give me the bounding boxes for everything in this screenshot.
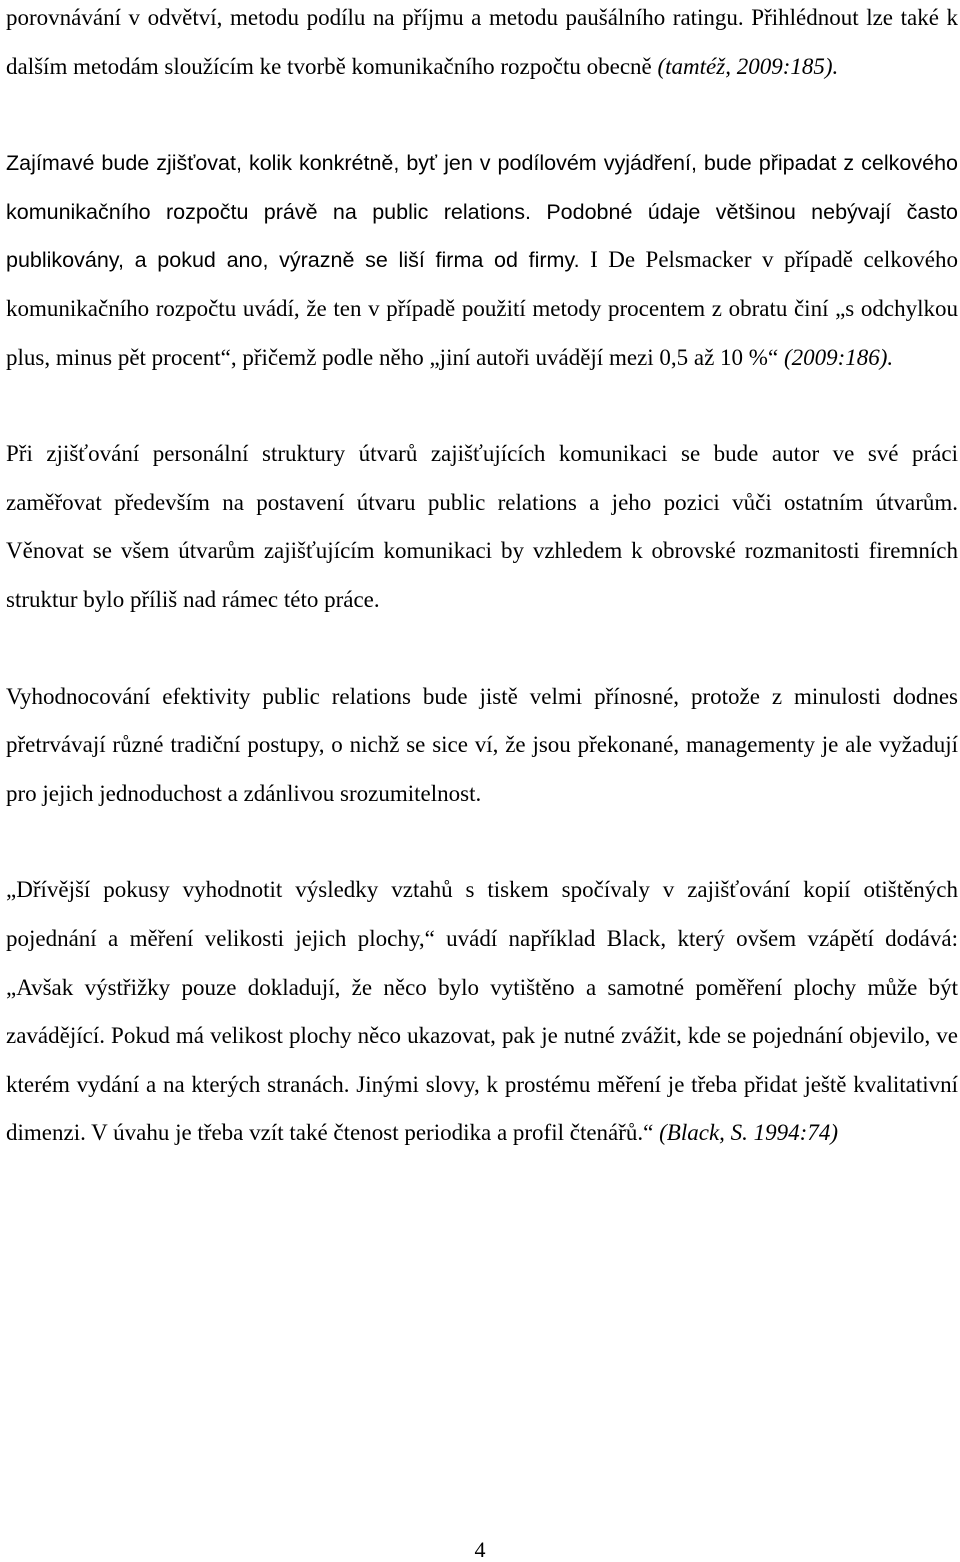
paragraph-3 bbox=[6, 430, 958, 624]
paragraph-2-text-a: Zajímavé bude zjišťovat, kolik konkrétně, byť jen v podílovém vyjádření, bude připadat z celkového komunikačního rozpočtu právě na public relations. Podobné údaje většinou nebývají často publikovány, a pokud ano, výrazně se liší firma od firmy. bbox=[6, 151, 958, 273]
paragraph-5-text: „Dřívější pokusy vyhodnotit výsledky vztahů s tiskem spočívaly v zajišťování kopií otištěných pojednání a měření velikosti jejich plochy,“ uvádí například Black, který ovšem vzápětí dodává: „Avšak výstřižky pouze dokladují, že něco bylo vytištěno a samotné poměření plochy může být zavádějící. Pokud má velikost plochy něco ukazovat, pak je nutné zvážit, kde se pojednání objevilo, ve kterém vydání a na kterých stranách. Jinými slovy, k prostému měření je třeba přidat ještě kvalitativní dimenzi. V úvahu je třeba vzít také čtenost periodika a profil čtenářů.“ bbox=[6, 877, 958, 1146]
paragraph-5-citation: (Black, S. 1994:74) bbox=[659, 1120, 838, 1146]
paragraph-1-citation: (tamtéž, 2009:185). bbox=[657, 53, 839, 79]
paragraph-4-text: Vyhodnocování efektivity public relations bude jistě velmi přínosné, protože z minulosti dodnes přetrvávají různé tradiční postupy, o nichž se sice ví, že jsou překonané, managementy je ale vyžadují pro jejich jednoduchost a zdánlivou srozumitelnost. bbox=[6, 683, 958, 806]
paragraph-1-text: porovnávání v odvětví, metodu podílu na příjmu a metodu paušálního ratingu. Přihlédnout lze také k dalším metodám sloužícím ke tvorbě komunikačního rozpočtu obecně bbox=[6, 5, 958, 79]
paragraph-4 bbox=[6, 673, 958, 819]
paragraph-2-citation: (2009:186). bbox=[783, 344, 894, 370]
paragraph-3-text: Při zjišťování personální struktury útvarů zajišťujících komunikaci se bude autor ve své práci zaměřovat především na postavení útvaru public relations a jeho pozici vůči ostatním útvarům. Věnovat se všem útvarům zajišťujícím komunikaci by vzhledem k obrovské rozmanitosti firemních struktur bylo příliš nad rámec této práce. bbox=[6, 441, 958, 612]
document-page bbox=[6, 0, 958, 1158]
paragraph-2 bbox=[6, 139, 958, 382]
page-number: 4 bbox=[474, 1537, 486, 1562]
paragraph-5 bbox=[6, 866, 958, 1158]
paragraph-2-text-b: I De Pelsmacker v případě celkového komunikačního rozpočtu uvádí, že ten v případě použití metody procentem z obratu činí „s odchylkou plus, minus pět procent“, přičemž podle něho „jiní autoři uvádějí mezi 0,5 až 10 %“ bbox=[6, 247, 958, 370]
paragraph-1 bbox=[6, 0, 958, 91]
